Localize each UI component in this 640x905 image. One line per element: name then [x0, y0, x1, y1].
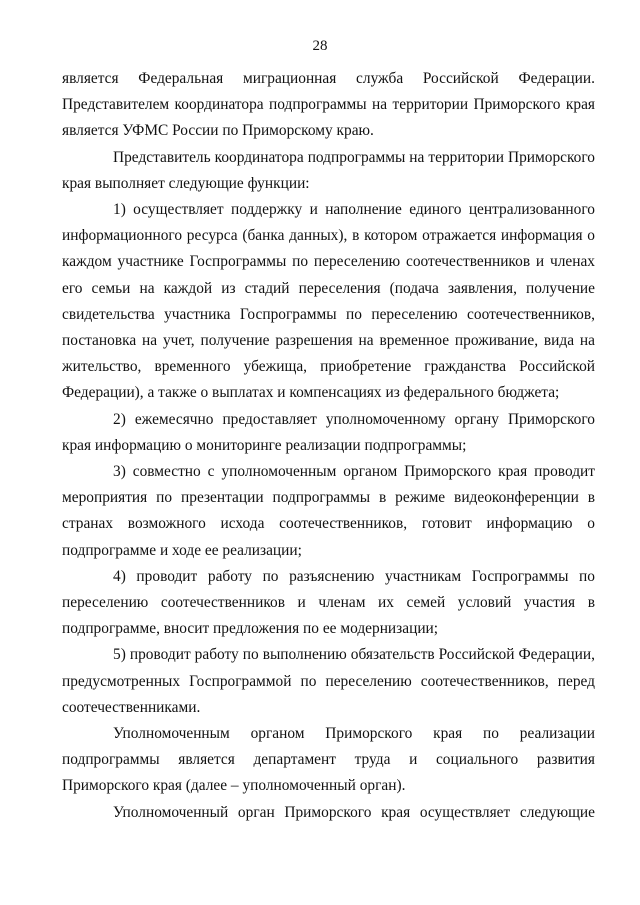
document-body — [62, 66, 595, 826]
paragraph: 3) совместно с уполномоченным органом Приморского края проводит мероприятия по презентации подпрограммы в режиме видеоконференции в странах возможного исхода соотечественников, готовит информацию о подпрограмме и ходе ее реализации; — [62, 463, 595, 559]
paragraph: 1) осуществляет поддержку и наполнение единого централизованного информационного ресурса (банка данных), в котором отражается информация о каждом участнике Госпрограммы по переселению соотечественников и членах его семьи на каждой из стадий переселения (подача заявления, получение свидетельства участника Госпрограммы по переселению соотечественников, постановка на учет, получение разрешения на временное проживание, вида на жительство, временного убежища, приобретение гражданства Российской Федерации), а также о выплатах и компенсациях из федерального бюджета; — [62, 201, 595, 402]
paragraph: является Федеральная миграционная служба Российской Федерации. Представителем координатора подпрограммы на территории Приморского края является УФМС России по Приморскому краю. — [62, 70, 595, 140]
paragraph: 2) ежемесячно предоставляет уполномоченному органу Приморского края информацию о мониторинге реализации подпрограммы; — [62, 410, 595, 454]
page-number: 28 — [312, 38, 328, 54]
paragraph: Уполномоченный орган Приморского края осуществляет следующие — [113, 803, 595, 821]
paragraph: Представитель координатора подпрограммы на территории Приморского края выполняет следующие функции: — [62, 148, 595, 192]
paragraph: 5) проводит работу по выполнению обязательств Российской Федерации, предусмотренных Госпрограммой по переселению соотечественников, перед соотечественниками. — [62, 646, 595, 716]
paragraph: Уполномоченным органом Приморского края по реализации подпрограммы является департамент труда и социального развития Приморского края (далее – уполномоченный орган). — [62, 725, 595, 795]
paragraph: 4) проводит работу по разъяснению участникам Госпрограммы по переселению соотечественников и членам их семей условий участия в подпрограмме, вносит предложения по ее модернизации; — [62, 567, 595, 638]
